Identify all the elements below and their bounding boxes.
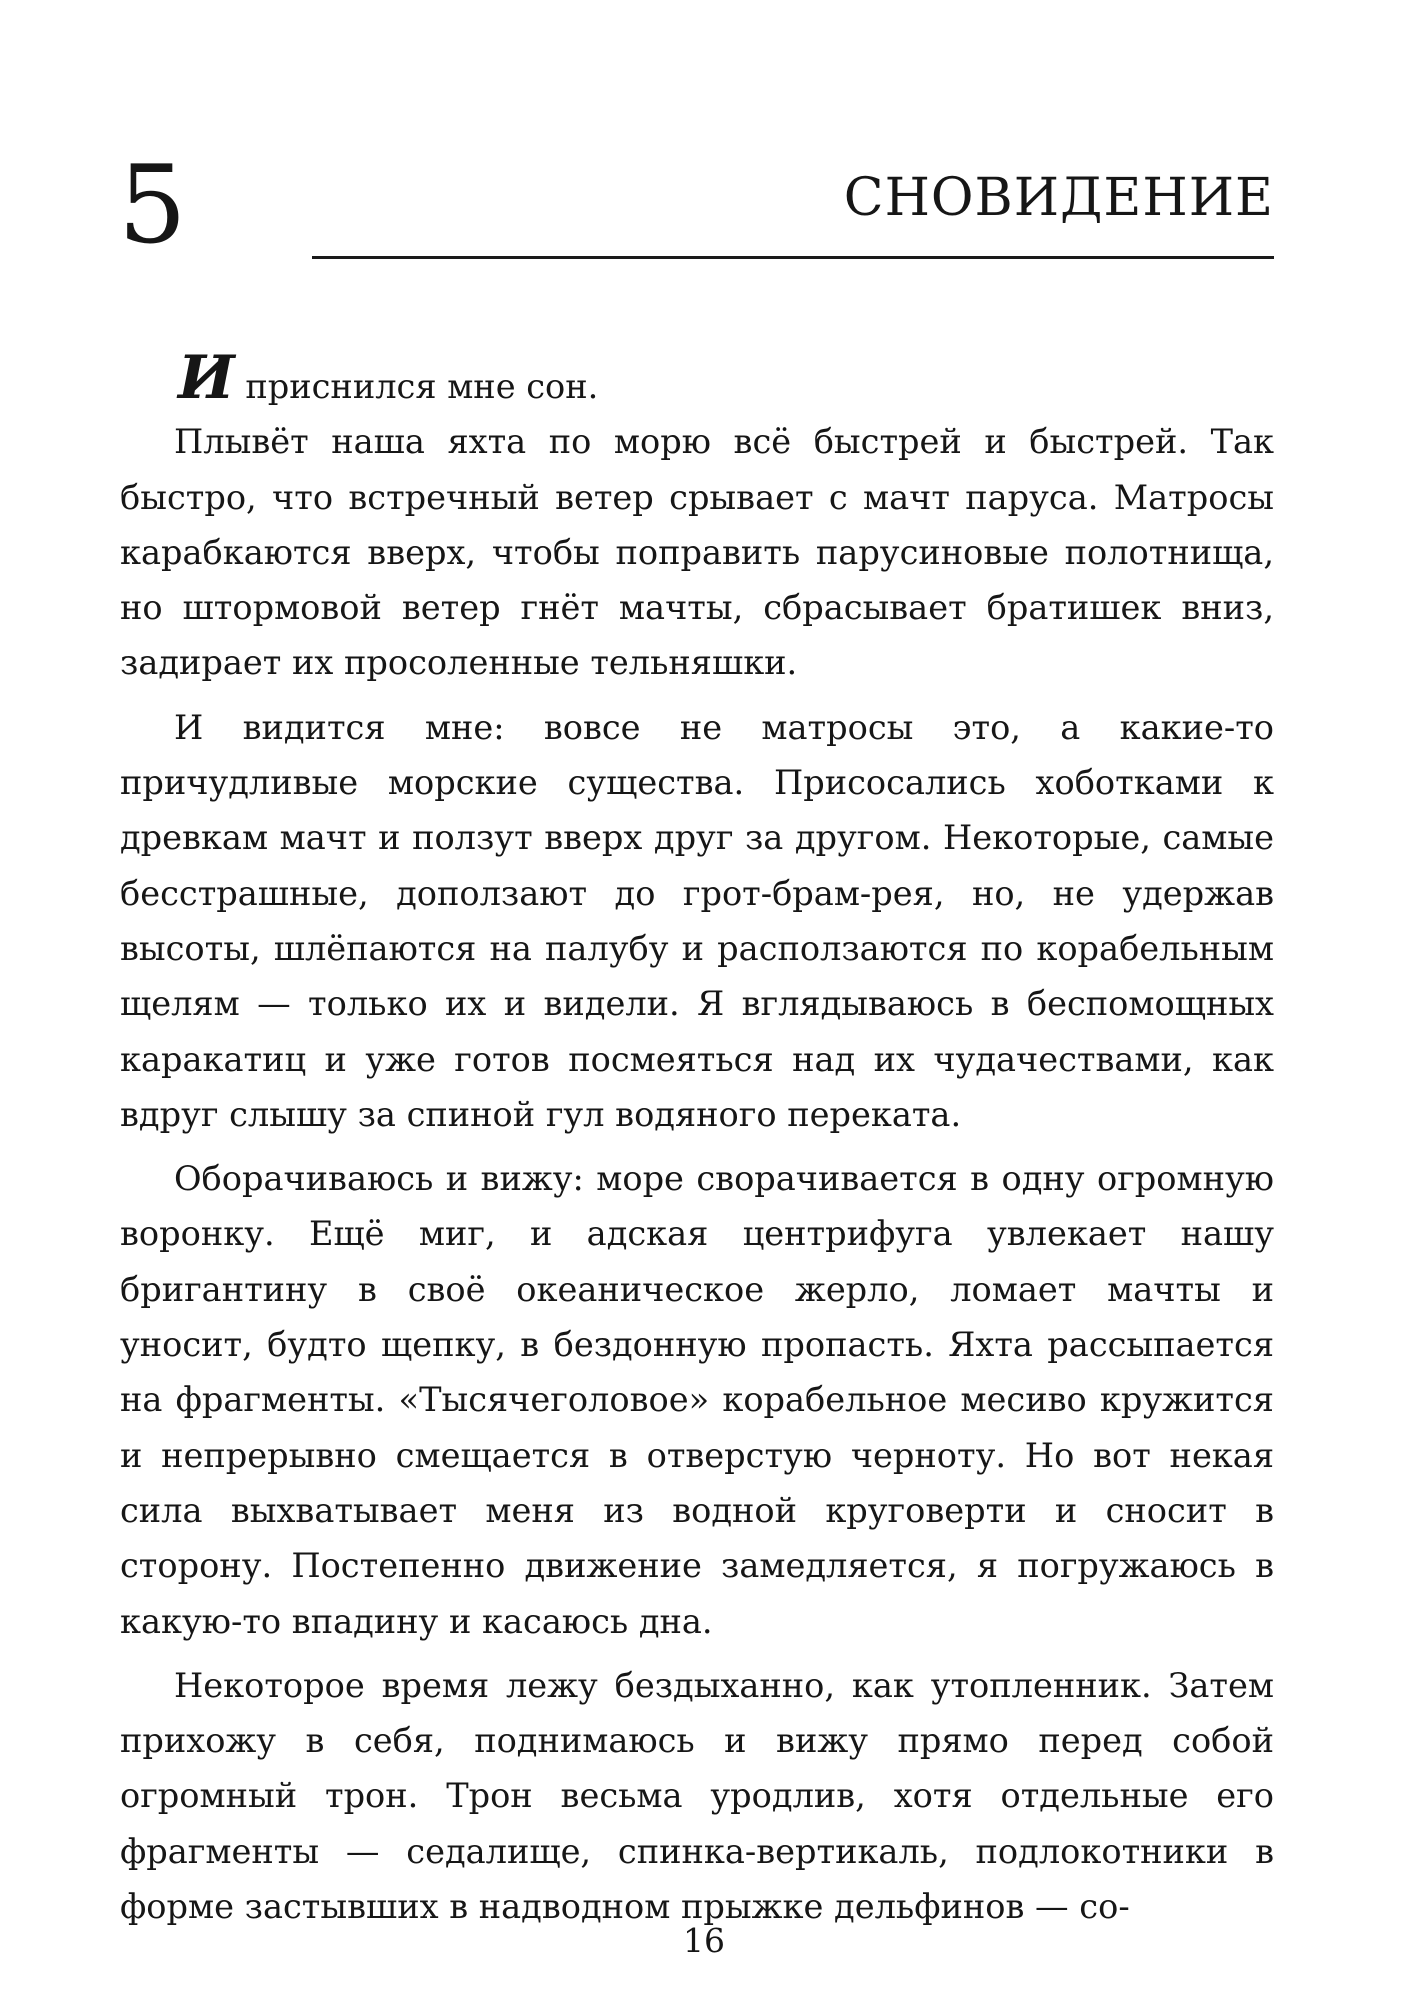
page-number: 16 (683, 1921, 725, 1960)
chapter-divider (312, 256, 1274, 259)
paragraph-5: Некоторое время лежу бездыханно, как утопленник. Затем прихожу в себя, поднимаюсь и вижу прямо перед собой огромный трон. Трон весьма уродлив, хотя отдельные его фрагменты — седалище, спинка-вертикаль, подлокотники в форме застывших в надводном прыжке дельфинов — со- (120, 1665, 1274, 1927)
chapter-number: 5 (118, 143, 187, 268)
drop-cap: И (178, 343, 235, 413)
paragraph-3: И видится мне: вовсе не матросы это, а какие-то причудливые морские существа. Присосались хоботками к древкам мачт и ползут вверх друг за другом. Некоторые, самые бесстрашные, доползают до грот-брам-рея, но, не удержав высоты, шлёпаются на палубу и расползаются по корабельным щелям — только их и видели. Я вглядываюсь в беспомощных каракатиц и уже готов посмеяться над их чудачествами, как вдруг слышу за спиной гул водяного переката. (120, 707, 1274, 1134)
paragraph-1-text: приснился мне сон. (234, 367, 599, 406)
paragraph-2: Плывёт наша яхта по морю всё быстрей и быстрей. Так быстро, что встречный ветер срывает с мачт паруса. Матросы карабкаются вверх, чтобы поправить парусиновые полотнища, но штормовой ветер гнёт мачты, сбрасывает братишек вниз, задирает их просоленные тельняшки. (120, 422, 1274, 683)
paragraph-4: Оборачиваюсь и вижу: море сворачивается в одну огромную воронку. Ещё миг, и адская центрифуга увлекает нашу бригантину в своё океаническое жерло, ломает мачты и уносит, будто щепку, в бездонную пропасть. Яхта рассыпается на фрагменты. «Тысячеголовое» корабельное месиво кружится и непрерывно смещается в отверстую черноту. Но вот некая сила выхватывает меня из водной круговерти и сносит в сторону. Постепенно движение замедляется, я погружаюсь в какую-то впадину и касаюсь дна. (120, 1159, 1274, 1641)
body-text (120, 343, 1274, 1934)
paragraph-1 (120, 343, 1274, 414)
chapter-title: СНОВИДЕНИЕ (843, 168, 1274, 228)
